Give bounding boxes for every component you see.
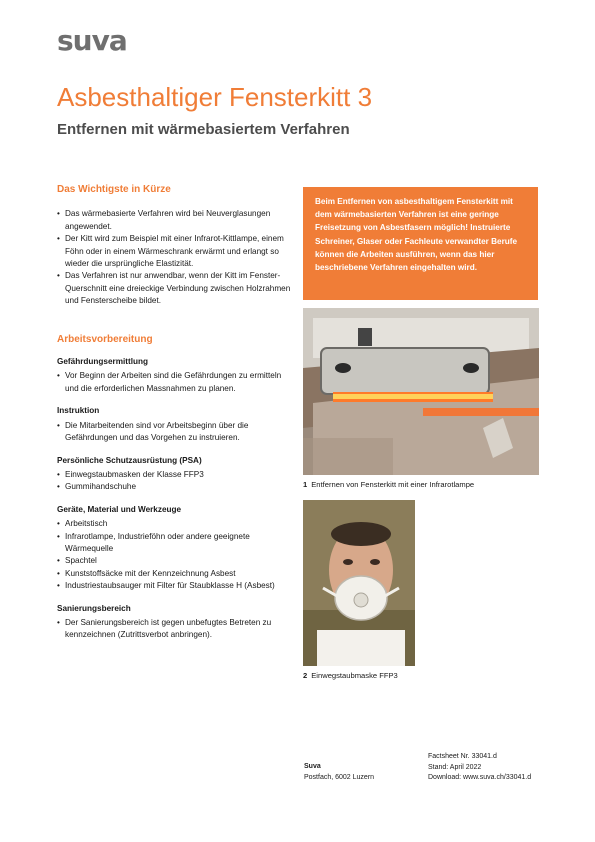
group-title: Geräte, Material und Werkzeuge (57, 504, 182, 514)
list-item: • Gummihandschuhe (57, 481, 297, 493)
page-title: Asbesthaltiger Fensterkitt 3 (57, 82, 373, 112)
list-item: • Der Kitt wird zum Beispiel mit einer Infrarot-Kittlampe, einem Föhn oder in einem Wärmeschrank erwärmt und erlangt so wieder die ursprüngliche Elastizität. (57, 233, 297, 270)
summary-heading: Das Wichtigste in Kürze (57, 184, 171, 195)
group-list (57, 617, 297, 642)
left-column (57, 184, 297, 652)
group-list (57, 518, 297, 592)
figure-number: 2 (303, 671, 308, 680)
group-title: Sanierungsbereich (57, 603, 131, 613)
list-item: • Spachtel (57, 555, 297, 567)
infrared-lamp-photo (303, 308, 539, 475)
footer-org: Suva (304, 763, 321, 770)
figure-number: 1 (303, 480, 308, 489)
list-item: • Das wärmebasierte Verfahren wird bei Neuverglasungen angewendet. (57, 208, 297, 233)
footer-address-line: Postfach, 6002 Luzern (304, 773, 375, 781)
figure-1-caption (303, 480, 474, 489)
ffp3-mask-photo (303, 500, 415, 666)
prep-group-instruction (57, 405, 297, 444)
suva-logo: suva (57, 24, 127, 57)
prep-group-tools (57, 504, 297, 593)
figure-2-caption (303, 671, 398, 680)
page-subtitle: Entfernen mit wärmebasiertem Verfahren (57, 121, 350, 138)
summary-list (57, 208, 297, 307)
list-item: • Industriestaubsauger mit Filter für Staubklasse H (Asbest) (57, 580, 297, 592)
group-title: Persönliche Schutzausrüstung (PSA) (57, 455, 202, 465)
group-list (57, 370, 297, 395)
footer-meta (428, 752, 531, 784)
list-item: • Der Sanierungsbereich ist gegen unbefugtes Betreten zu kennzeichnen (Zutrittsverbot anbringen). (57, 617, 297, 642)
group-title: Gefährdungsermittlung (57, 357, 148, 367)
figure-caption-text: Einwegstaubmaske FFP3 (311, 671, 398, 680)
footer-factsheet: Factsheet Nr. 33041.d (428, 753, 497, 760)
prep-group-area (57, 603, 297, 642)
footer-download[interactable]: Download: www.suva.ch/33041.d (428, 774, 532, 781)
group-list (57, 420, 297, 445)
footer-stand: Stand: April 2022 (428, 763, 482, 771)
list-item: • Infrarotlampe, Industrieföhn oder andere geeignete Wärmequelle (57, 531, 297, 556)
list-item: • Vor Beginn der Arbeiten sind die Gefährdungen zu ermitteln und die erforderlichen Massnahmen zu planen. (57, 370, 297, 395)
footer-address (304, 762, 374, 783)
group-list (57, 469, 297, 494)
list-item: • Die Mitarbeitenden sind vor Arbeitsbeginn über die Gefährdungen und das Vorgehen zu instruieren. (57, 420, 297, 445)
warning-callout: Beim Entfernen von asbesthaltigem Fensterkitt mit dem wärmebasierten Verfahren ist eine geringe Freisetzung von Asbestfasern möglich! Instruierte Schreiner, Glaser oder Fachleute verwandter Berufe können die Arbeiten ausführen, wenn das hier beschriebene Verfahren eingehalten wird. (303, 187, 538, 300)
list-item: • Kunststoffsäcke mit der Kennzeichnung Asbest (57, 568, 297, 580)
group-title: Instruktion (57, 406, 100, 416)
list-item: • Einwegstaubmasken der Klasse FFP3 (57, 469, 297, 481)
prep-heading: Arbeitsvorbereitung (57, 333, 153, 345)
list-item: • Das Verfahren ist nur anwendbar, wenn der Kitt im Fenster-Querschnitt eine dreieckige Verbindung zwischen Holzrahmen und Fensterscheibe bildet. (57, 270, 297, 307)
prep-group-hazard (57, 356, 297, 395)
prep-group-psa (57, 455, 297, 494)
figure-caption-text: Entfernen von Fensterkitt mit einer Infrarotlampe (311, 480, 475, 489)
list-item: • Arbeitstisch (57, 518, 297, 530)
